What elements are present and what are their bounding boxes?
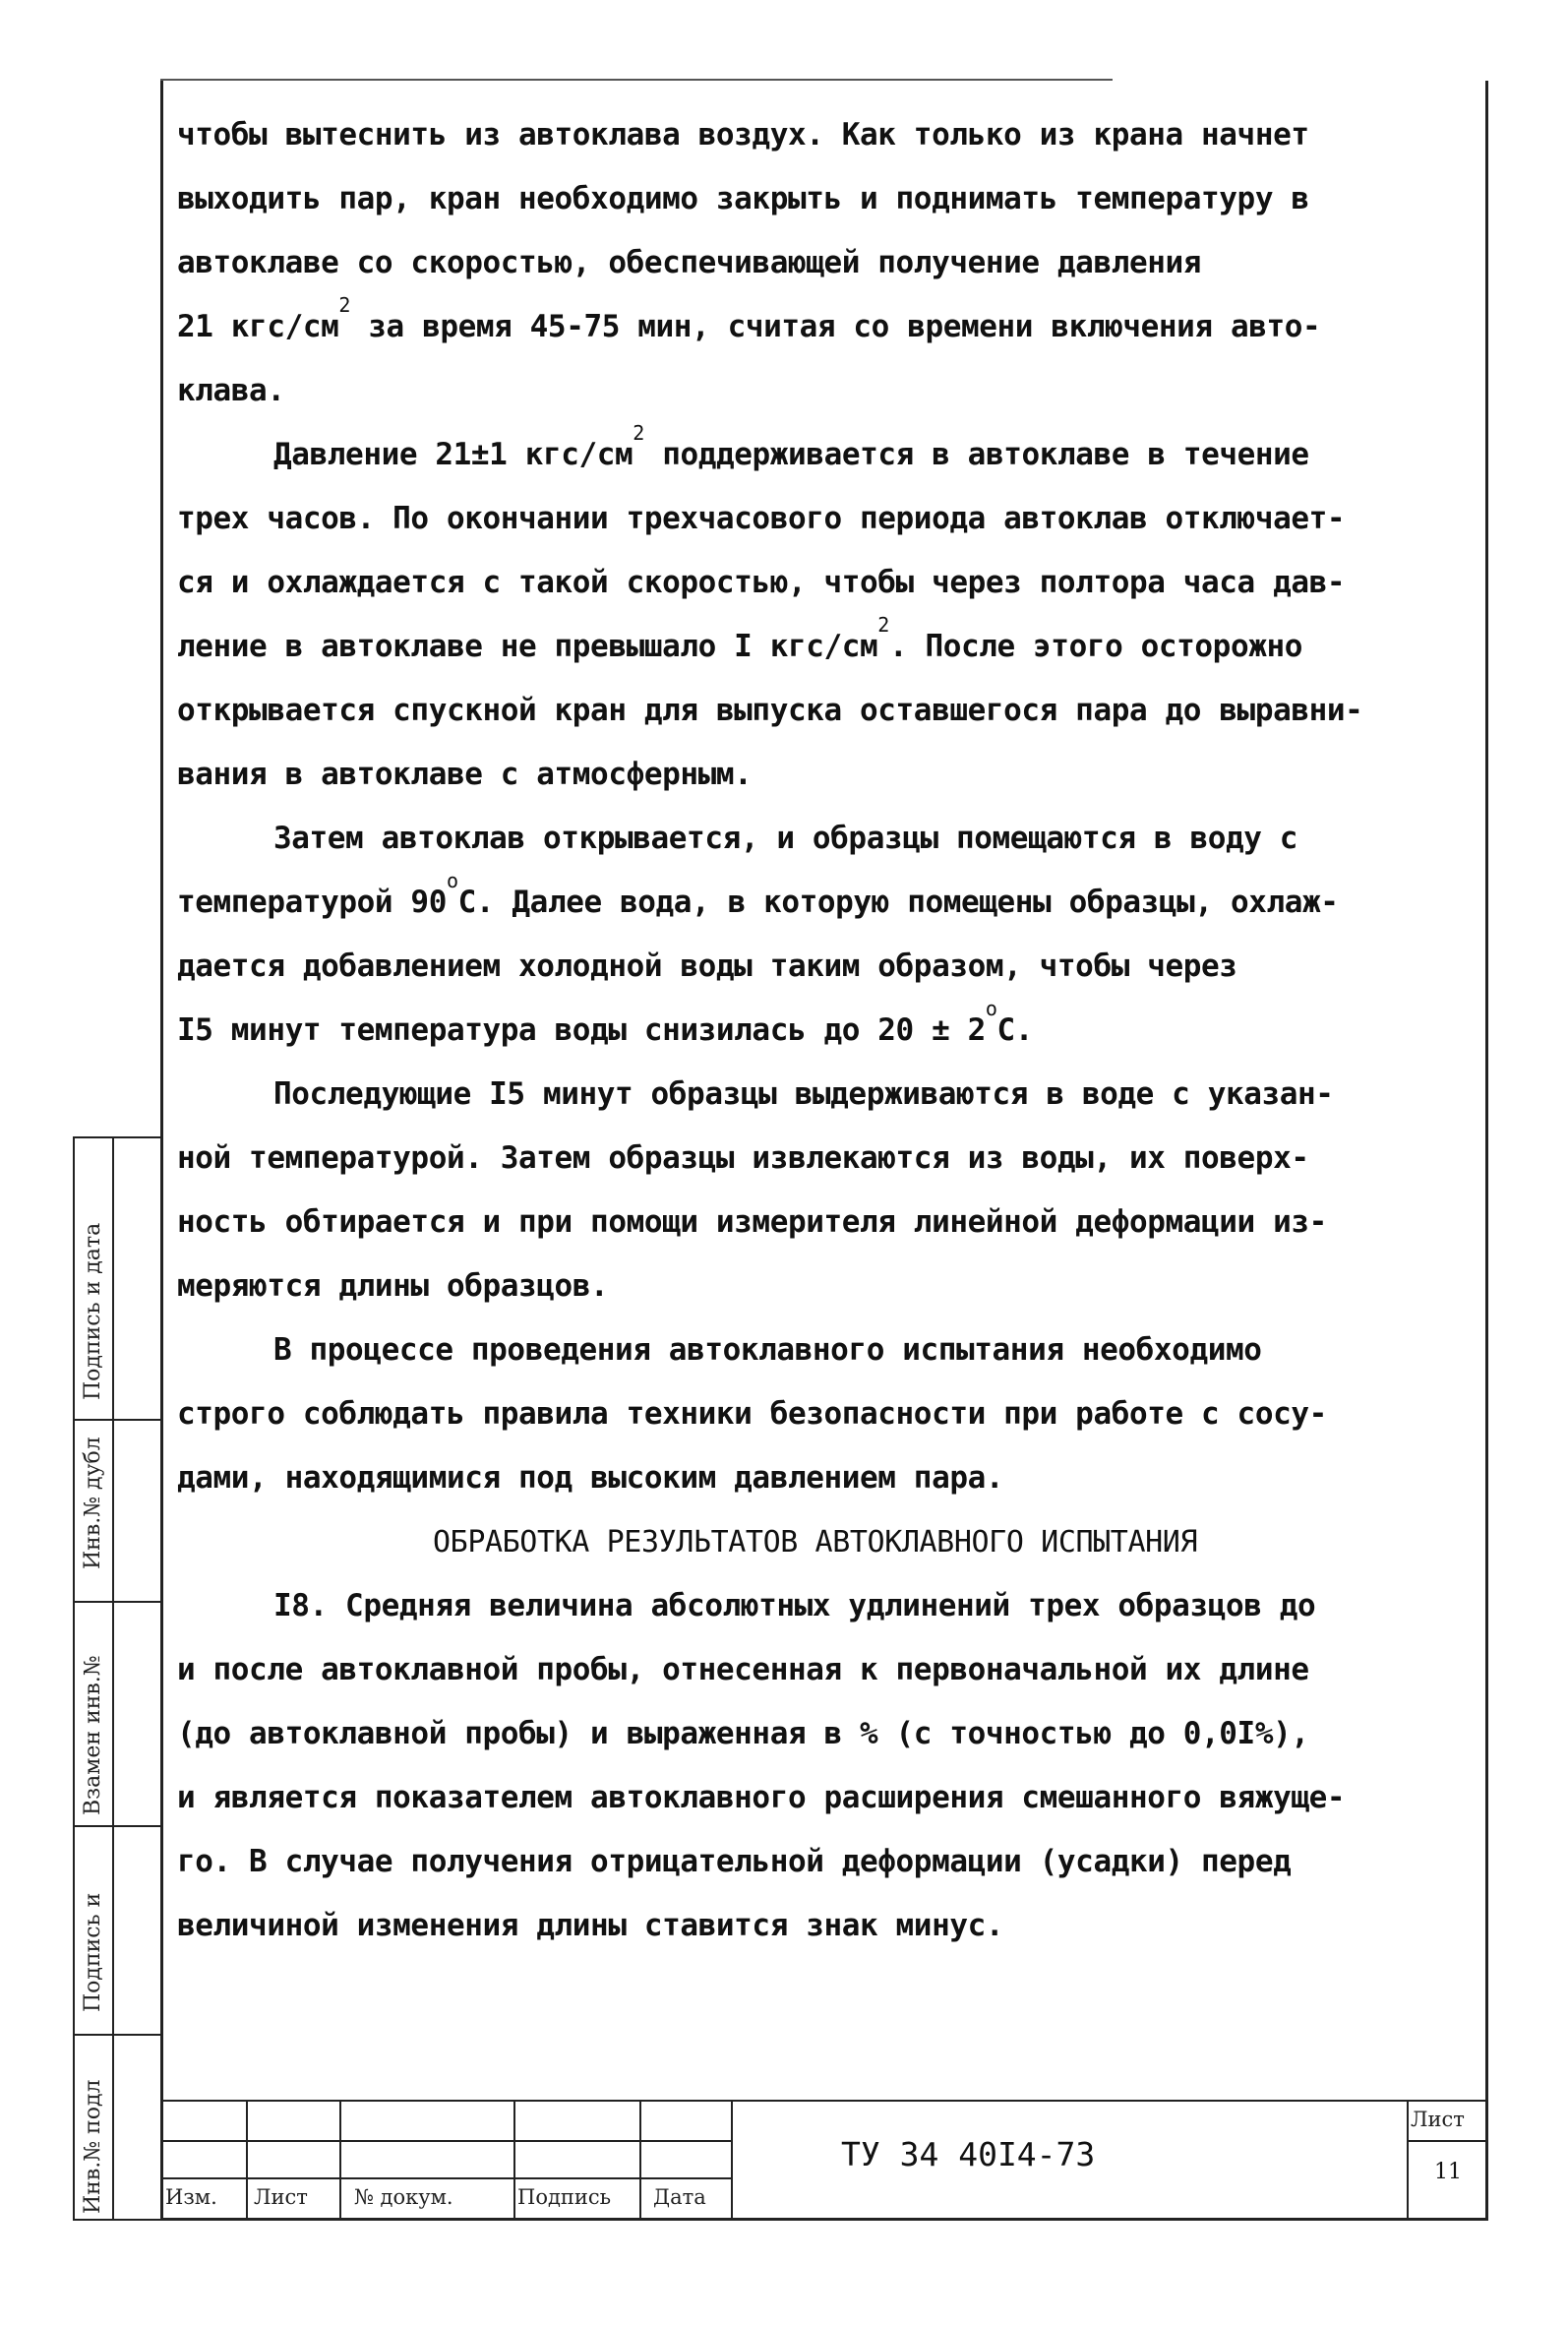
strip-label: Взамен инв.№ xyxy=(81,1655,105,1815)
text-line xyxy=(177,996,1476,1063)
paragraph-start: I8. Средняя величина абсолютных удлинений трех образцов до xyxy=(273,1588,1316,1623)
text-line: чтобы вытеснить из автоклава воздух. Как только из крана начнет xyxy=(177,117,1309,153)
title-block-col-line xyxy=(339,2100,341,2220)
text-line: дается добавлением холодной воды таким образом, чтобы через xyxy=(177,948,1237,984)
sheet-number: 11 xyxy=(1434,2160,1462,2184)
text-segment: I5 минут температура воды снизилась до 20 ± 2 xyxy=(177,1012,986,1048)
paragraph-start: Затем автоклав открывается, и образцы помещаются в воду с xyxy=(273,821,1298,856)
column-label-signature: Подпись xyxy=(517,2185,612,2209)
text-line: трех часов. По окончании трехчасового периода автоклав отключает- xyxy=(177,501,1346,536)
pressure-value: 21 кгс/см xyxy=(177,309,339,344)
title-block-col-line xyxy=(513,2100,515,2220)
text-line: клава. xyxy=(177,373,285,408)
column-label-list: Лист xyxy=(254,2185,308,2209)
text-line: величиной изменения длины ставится знак минус. xyxy=(177,1908,1004,1943)
text-continuation: С. xyxy=(996,1012,1034,1048)
strip-separator xyxy=(73,1825,160,1827)
text-continuation: С. Далее вода, в которую помещены образцы, охлаж- xyxy=(457,885,1339,920)
text-line: открывается спускной кран для выпуска оставшегося пара до выравни- xyxy=(177,693,1363,728)
frame-bottom-border xyxy=(160,2218,1488,2221)
text-line: (до автоклавной пробы) и выраженная в % (с точностью до 0,0I%), xyxy=(177,1716,1309,1751)
column-label-izm: Изм. xyxy=(165,2185,217,2209)
document-body xyxy=(177,103,1476,1958)
text-line: го. В случае получения отрицательной деформации (усадки) перед xyxy=(177,1844,1292,1879)
text-line: и после автоклавной пробы, отнесенная к первоначальной их длине xyxy=(177,1652,1309,1687)
text-segment: ление в автоклаве не превышало I кгс/см xyxy=(177,629,878,664)
strip-separator xyxy=(73,1136,160,1138)
text-line: ся и охлаждается с такой скоростью, чтобы через полтора часа дав- xyxy=(177,565,1346,600)
text-continuation: . После этого осторожно xyxy=(888,629,1302,664)
column-label-date: Дата xyxy=(653,2185,706,2209)
paragraph-start xyxy=(177,420,1476,487)
text-continuation: за время 45-75 мин, считая со времени включения авто- xyxy=(350,309,1321,344)
strip-border xyxy=(73,1136,75,2221)
frame-top-border xyxy=(160,79,1113,81)
text-continuation: поддерживается в автоклаве в течение xyxy=(643,437,1309,472)
strip-label: Подпись и xyxy=(81,1892,105,2012)
text-line: дами, находящимися под высоким давлением пара. xyxy=(177,1460,1004,1496)
document-code: ТУ 34 40I4-73 xyxy=(841,2135,1096,2173)
sheet-label: Лист xyxy=(1411,2108,1465,2131)
text-segment: температурой 90 xyxy=(177,885,447,920)
text-line xyxy=(177,612,1476,679)
section-heading: ОБРАБОТКА РЕЗУЛЬТАТОВ АВТОКЛАВНОГО ИСПЫТАНИЯ xyxy=(433,1525,1198,1560)
degree-superscript: о xyxy=(985,996,997,1020)
side-strip xyxy=(73,1136,160,2221)
frame-right-border xyxy=(1485,81,1488,2221)
title-block-col-line xyxy=(639,2100,641,2220)
text-line: автоклаве со скоростью, обеспечивающей получение давления xyxy=(177,245,1202,280)
title-block-col-line xyxy=(1407,2100,1409,2220)
strip-separator xyxy=(73,1601,160,1603)
strip-separator xyxy=(73,2219,160,2221)
text-line: и является показателем автоклавного расширения смешанного вяжуще- xyxy=(177,1780,1346,1815)
superscript: 2 xyxy=(633,420,644,445)
text-line: меряются длины образцов. xyxy=(177,1268,609,1304)
text-line xyxy=(177,292,1476,359)
title-block-col-line xyxy=(246,2100,248,2220)
text-line: ной температурой. Затем образцы извлекаются из воды, их поверх- xyxy=(177,1140,1309,1176)
title-block-top-line xyxy=(160,2100,1488,2102)
strip-separator xyxy=(73,2034,160,2036)
superscript: 2 xyxy=(338,292,351,317)
title-block-col-line xyxy=(731,2100,733,2220)
degree-superscript: о xyxy=(446,868,458,892)
strip-label: Подпись и дата xyxy=(81,1222,105,1400)
sheet-cell-line xyxy=(1407,2140,1488,2142)
strip-label: Инв.№ подл xyxy=(81,2079,105,2214)
strip-separator xyxy=(73,1419,160,1421)
paragraph-start: Последующие I5 минут образцы выдерживаются в воде с указан- xyxy=(273,1076,1334,1112)
text-line xyxy=(177,868,1476,935)
text-line: выходить пар, кран необходимо закрыть и поднимать температуру в xyxy=(177,181,1309,216)
paragraph-start: В процессе проведения автоклавного испытания необходимо xyxy=(273,1332,1262,1368)
text-line: строго соблюдать правила техники безопасности при работе с сосу- xyxy=(177,1396,1327,1432)
strip-label: Инв.№ дубл xyxy=(81,1437,105,1569)
superscript: 2 xyxy=(877,612,889,637)
column-label-doc-number: № докум. xyxy=(354,2185,453,2209)
strip-divider xyxy=(112,1136,114,2221)
text-line: ность обтирается и при помощи измерителя линейной деформации из- xyxy=(177,1204,1327,1240)
pressure-value: Давление 21±1 кгс/см xyxy=(273,437,633,472)
text-line: вания в автоклаве с атмосферным. xyxy=(177,757,753,792)
frame-left-border xyxy=(160,81,163,2221)
